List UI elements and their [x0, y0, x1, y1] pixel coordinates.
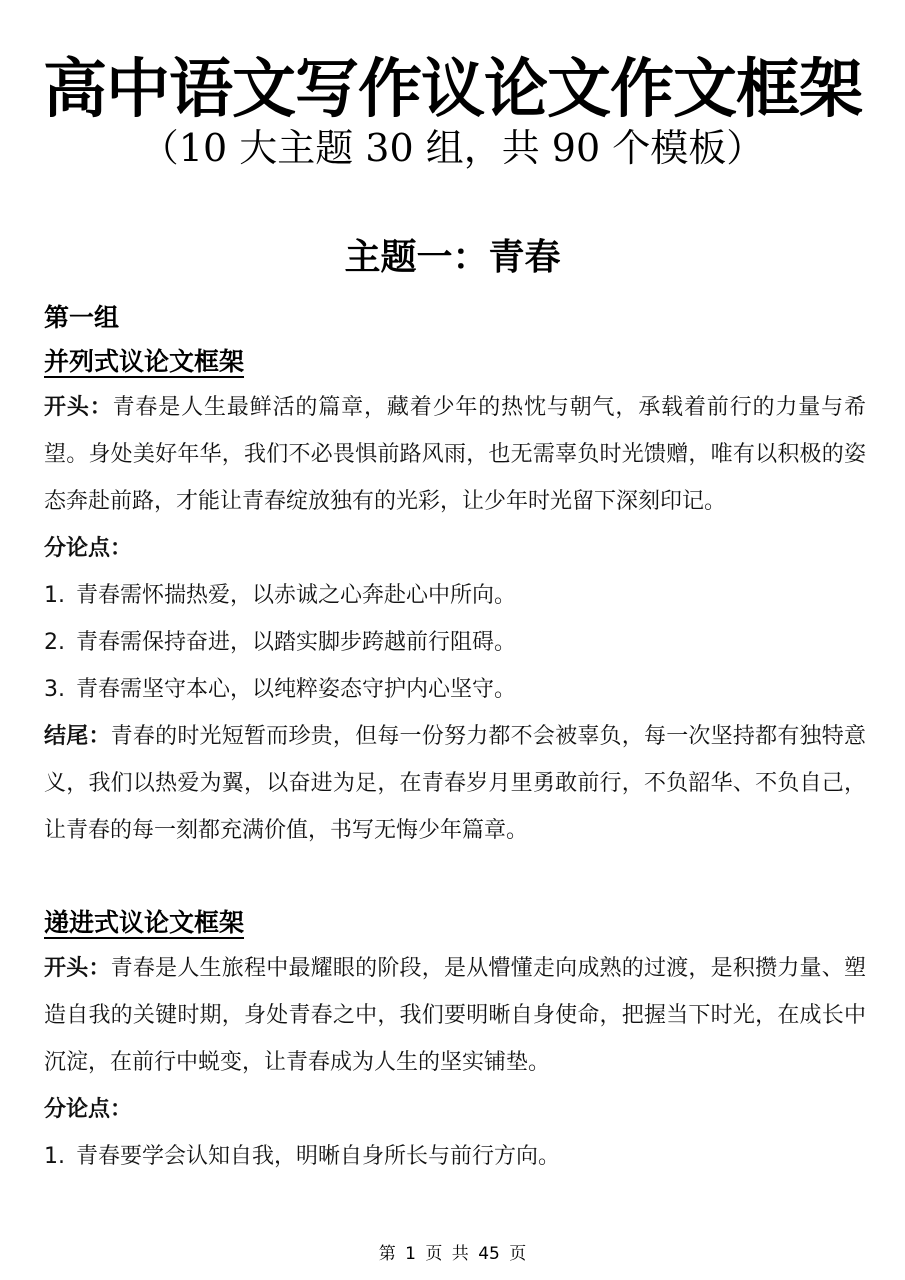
list-item-text: 青春需保持奋进，以踏实脚步跨越前行阻碍。 — [76, 630, 517, 655]
framework-title: 并列式议论文框架 — [44, 347, 245, 376]
section-spacer — [44, 854, 866, 901]
ending-text: 青春的时光短暂而珍贵，但每一份努力都不会被辜负，每一次坚持都有独特意义，我们以热爱为翼，以奋进为足，在青春岁月里勇敢前行，不负韶华、不负自己，让青春的每一刻都充满价值，书写无悔少年篇章。 — [44, 724, 866, 843]
framework-section — [44, 340, 866, 854]
opening-text: 青春是人生旅程中最耀眼的阶段，是从懵懂走向成熟的过渡，是积攒力量、塑造自我的关键时期，身处青春之中，我们要明晰自身使命，把握当下时光，在成长中沉淀，在前行中蜕变，让青春成为人生的坚实铺垫。 — [44, 956, 866, 1075]
document-body — [44, 296, 866, 1180]
list-item — [44, 619, 866, 666]
opening-paragraph — [44, 384, 866, 525]
opening-text: 青春是人生最鲜活的篇章，藏着少年的热忱与朝气，承载着前行的力量与希望。身处美好年华，我们不必畏惧前路风雨，也无需辜负时光馈赠，唯有以积极的姿态奔赴前路，才能让青春绽放独有的光彩，让少年时光留下深刻印记。 — [44, 395, 866, 514]
list-item-number: 3. — [44, 677, 65, 702]
framework-title: 递进式议论文框架 — [44, 908, 245, 937]
list-item-number: 1. — [44, 583, 65, 608]
list-item-number: 1. — [44, 1144, 65, 1169]
list-item — [44, 572, 866, 619]
theme-title: 主题一：青春 — [344, 237, 561, 278]
points-label: 分论点： — [44, 1097, 133, 1122]
document-subtitle: （10 大主题 30 组，共 90 个模板） — [140, 126, 765, 170]
opening-label: 开头： — [44, 395, 113, 420]
points-label: 分论点： — [44, 536, 133, 561]
framework-section — [44, 901, 866, 1180]
ending-label: 结尾： — [44, 724, 111, 749]
page-number-footer: 第 1 页 共 45 页 — [378, 1244, 527, 1264]
list-item — [44, 1133, 866, 1180]
ending-paragraph — [44, 713, 866, 854]
list-item-text: 青春需怀揣热爱，以赤诚之心奔赴心中所向。 — [76, 583, 517, 608]
group-title: 第一组 — [44, 303, 120, 332]
opening-paragraph — [44, 945, 866, 1086]
document-title: 高中语文写作议论文作文框架 — [43, 52, 862, 127]
list-item-text: 青春需坚守本心，以纯粹姿态守护内心坚守。 — [76, 677, 517, 702]
list-item-text: 青春要学会认知自我，明晰自身所长与前行方向。 — [76, 1144, 561, 1169]
list-item — [44, 666, 866, 713]
list-item-number: 2. — [44, 630, 65, 655]
opening-label: 开头： — [44, 956, 111, 981]
